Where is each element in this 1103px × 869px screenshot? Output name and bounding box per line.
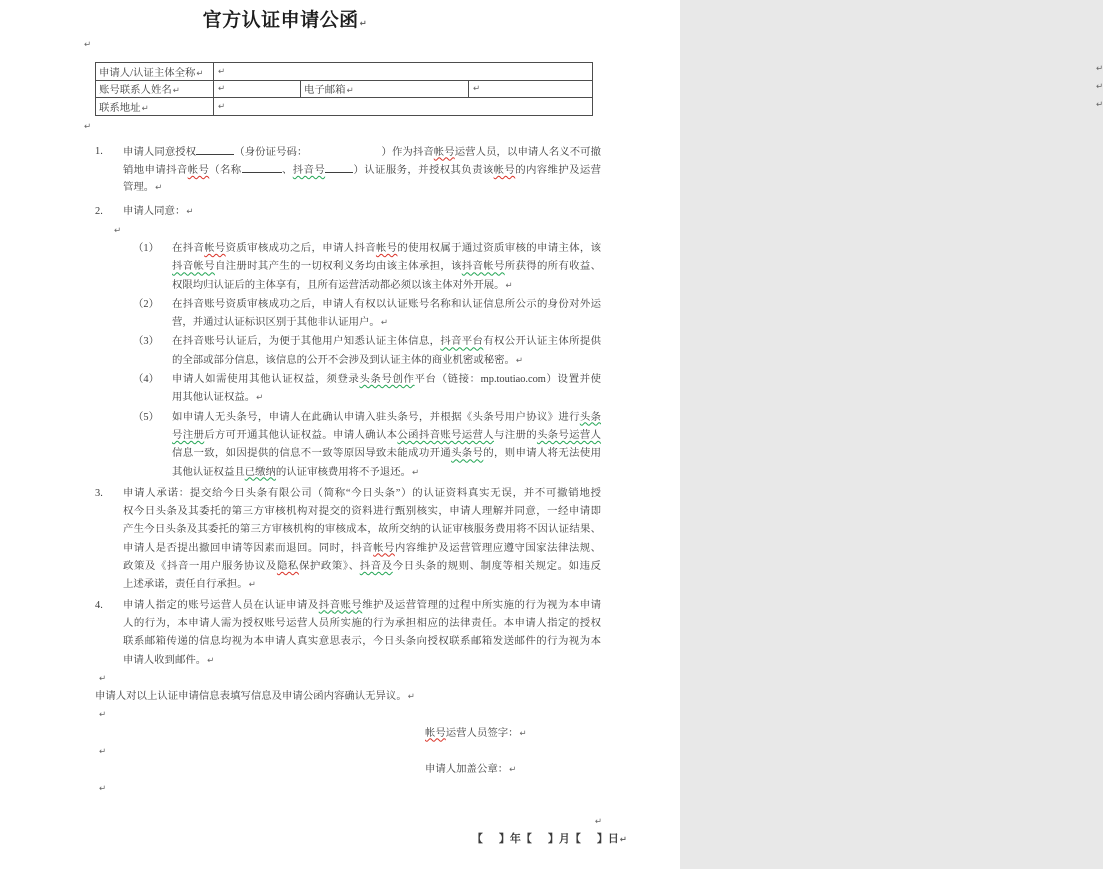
pilcrow-mark: ↵	[509, 765, 517, 776]
pilcrow-mark: ↵	[196, 68, 204, 79]
paragraph-line	[123, 558, 601, 576]
paragraph-line	[123, 633, 601, 651]
text-run: 【	[471, 832, 483, 845]
list-number: （4）	[133, 374, 159, 386]
spellcheck-green-text: 抖音及	[359, 561, 393, 573]
title-row	[0, 0, 625, 29]
text-run: 后方可开通其他认证权益。申请人确认本	[204, 429, 398, 441]
text-run: 权今日头条及其委托的第三方审核机构对提交的资料进行甄别核实，申请人理解并同意，一经申请即	[123, 506, 601, 518]
text-run: 申请人指定的账号运营人员在认证申请及	[123, 599, 319, 611]
pilcrow-mark: ↵	[155, 183, 163, 194]
subclause-4	[133, 371, 601, 408]
subclause-1-text	[172, 240, 601, 295]
clause-2-text	[114, 203, 602, 482]
text-run: 人的行为，本申请人需为授权账号运营人员所实施的行为承担相应的法律责任。本申请人指定的授权	[123, 617, 601, 629]
pilcrow-mark: ↵	[1096, 64, 1103, 74]
text-run: 产生今日头条及其委托的第三方审核机构的审核成本，故所交纳的认证审核服务费用将不因认证结果、	[123, 524, 601, 536]
paragraph-line	[123, 597, 601, 615]
spellcheck-red-text: 帐号	[493, 164, 516, 176]
field-applicant-fullname	[214, 63, 593, 81]
label-email	[301, 80, 469, 98]
text-run: 电子邮箱	[304, 85, 346, 97]
spellcheck-green-text: 抖音帐号	[461, 261, 505, 273]
text-run: 上述承诺，责任自行承担。	[123, 579, 248, 591]
text-run: 申请人收到邮件。	[123, 654, 207, 666]
spellcheck-green-text: 抖音账号	[318, 599, 363, 611]
list-number: 3.	[95, 487, 103, 499]
text-run: 】日	[596, 832, 619, 845]
text-run: 申请人对以上认证申请信息表填写信息及申请公函内容确认无异议。	[95, 691, 407, 703]
subclause-3	[133, 333, 601, 370]
spellcheck-green-text: 抖音号	[292, 164, 326, 176]
text-run: 的使用权属于通过资质审核的申请主体，该	[397, 242, 602, 254]
subclause-2-text	[172, 296, 601, 333]
field-contact-name	[214, 80, 301, 98]
seal-signature-line	[425, 761, 601, 779]
text-run: 用其他认证权益。	[172, 392, 256, 404]
subclause-2	[133, 296, 601, 333]
text-run: 在抖音账号认证后，为便于其他用户知悉认证主体信息，	[172, 336, 441, 348]
pilcrow-mark: ↵	[1096, 82, 1103, 92]
paragraph-line	[123, 503, 601, 521]
pilcrow-mark: ↵	[84, 40, 92, 50]
pilcrow-mark: ↵	[248, 580, 256, 591]
pilcrow-mark: ↵	[473, 84, 481, 95]
pilcrow-mark: ↵	[1096, 100, 1103, 110]
pilcrow-mark: ↵	[346, 86, 354, 97]
pilcrow-mark: ↵	[515, 355, 524, 366]
empty-paragraph	[98, 706, 601, 724]
paragraph-line	[123, 521, 601, 539]
pilcrow-mark: ↵	[84, 121, 92, 132]
text-run: 运营人员签字：	[445, 727, 519, 739]
text-run: 销地申请抖音	[123, 164, 188, 176]
list-number: （1）	[133, 242, 159, 254]
paragraph-line	[123, 615, 601, 633]
text-run: 今日头条的规则、制度等相关规定。如违反	[392, 561, 602, 573]
paragraph-line	[123, 179, 601, 197]
field-contact-address	[214, 98, 593, 116]
title-text	[203, 10, 368, 31]
pilcrow-mark: ↵	[380, 318, 388, 329]
pilcrow-mark: ↵	[619, 834, 627, 845]
subclause-3-text	[172, 333, 601, 370]
pilcrow-mark: ↵	[218, 84, 226, 95]
text-run: 的内容维护及运营	[515, 164, 602, 176]
text-run: 联系地址	[99, 102, 141, 114]
text-run: 自注册时其产生的一切权利义务均由该主体承担，该	[214, 261, 462, 273]
clause-1-text	[123, 143, 601, 198]
text-run: 政策及《抖音一用户服务协议及	[123, 561, 277, 573]
pilcrow-mark: ↵	[207, 655, 215, 666]
text-run: （身份证号码：	[234, 146, 308, 158]
spellcheck-red-text: 帐号	[433, 146, 455, 158]
subclause-4-text	[172, 371, 601, 408]
clause-1	[95, 143, 601, 198]
clause-4	[95, 597, 601, 670]
text-run: 申请人/认证主体全称	[99, 67, 196, 79]
list-number: 1.	[95, 145, 103, 157]
paragraph-line	[172, 258, 601, 276]
text-run: 官方认证申请公函	[202, 10, 359, 31]
applicant-info-table-wrap	[95, 62, 1103, 116]
pilcrow-mark: ↵	[411, 467, 420, 478]
text-run: 所获得的所有收益、	[504, 261, 602, 273]
text-run: 保护政策》、	[298, 561, 360, 573]
text-run: 的认证审核费用将不予退还。	[275, 466, 411, 478]
spellcheck-red-text: 帐号	[425, 727, 446, 739]
subclause-5	[133, 409, 601, 482]
pilcrow-mark: ↵	[519, 728, 527, 739]
paragraph-line	[172, 409, 601, 427]
paragraph-line	[172, 277, 601, 295]
paragraph-line	[123, 485, 601, 503]
space-gap	[532, 841, 548, 842]
table-row-contact	[96, 80, 593, 98]
pilcrow-mark: ↵	[172, 86, 180, 97]
date-line	[95, 830, 627, 848]
pilcrow-mark: ↵	[407, 692, 415, 703]
spellcheck-red-text: 帐号	[187, 164, 210, 176]
page-title	[203, 10, 368, 31]
confirmation-statement	[95, 688, 601, 706]
paragraph-line	[172, 464, 601, 482]
pilcrow-mark: ↵	[99, 710, 107, 721]
space-gap	[307, 154, 381, 155]
empty-paragraph	[98, 780, 601, 798]
pilcrow-mark: ↵	[99, 783, 107, 794]
table-row-fullname	[96, 63, 593, 81]
pilcrow-mark: ↵	[99, 747, 107, 757]
applicant-info-table	[95, 62, 593, 116]
spellcheck-green-text: 头条号运营人	[536, 429, 602, 441]
empty-paragraph	[83, 38, 601, 52]
text-run: 】年【	[498, 832, 532, 845]
paragraph-line	[172, 427, 601, 445]
list-number: （5）	[133, 411, 159, 423]
list-number: （3）	[133, 336, 159, 348]
text-run: 在抖音	[172, 242, 205, 254]
paragraph-line	[172, 314, 601, 332]
empty-paragraph	[98, 670, 601, 688]
text-run: 的，则申请人将无法使用	[483, 448, 602, 460]
text-run: 联系邮箱传递的信息均视为本申请人真实意思表示，今日头条向授权联系邮箱发送邮件的行为视为本	[123, 636, 601, 648]
text-run: 维护及运营管理的过程中所实施的行为视为本申请	[362, 599, 602, 611]
paragraph-line	[172, 445, 601, 463]
empty-paragraph	[113, 222, 601, 240]
text-run: 与注册的	[494, 429, 537, 441]
spacer	[95, 798, 601, 814]
list-number: （2）	[133, 298, 159, 310]
text-run: 申请人承诺：提交给今日头条有限公司（简称“今日头条”）的认证资料真实无误，并不可撤销地授	[123, 487, 601, 499]
paragraph-line	[172, 240, 601, 258]
text-run: ）认证服务，并授权其负责该	[353, 164, 494, 176]
text-run: 管理。	[123, 182, 155, 194]
pilcrow-mark: ↵	[359, 19, 368, 29]
empty-paragraph-right	[95, 814, 602, 830]
spellcheck-red-text: 隐私	[276, 561, 299, 573]
table-row-address	[96, 98, 593, 116]
paragraph-line	[123, 161, 601, 179]
paragraph-line	[172, 371, 601, 389]
spellcheck-red-text: 帐号	[373, 542, 395, 554]
pilcrow-mark: ↵	[594, 816, 602, 827]
spellcheck-green-text: 号注册	[172, 429, 205, 441]
subclause-5-text	[172, 409, 601, 482]
pilcrow-mark: ↵	[218, 101, 226, 112]
spellcheck-green-text: 公函抖音账号运营人	[397, 429, 495, 441]
text-run: 申请人是否提出撤回申请等因素而退回。同时，抖音	[123, 542, 374, 554]
document-body	[84, 38, 1103, 848]
operator-signature-line	[425, 725, 601, 743]
clause-2-heading	[123, 203, 601, 221]
text-run: 】月【	[547, 832, 581, 845]
text-run: 资质审核成功之后，申请人抖音	[225, 242, 376, 254]
paragraph-line	[123, 143, 601, 161]
text-run: 内容维护及运营管理应遵守国家法律法规、	[394, 542, 602, 554]
text-run: 申请人同意：	[123, 206, 186, 218]
blank-fill-field	[325, 161, 353, 173]
spellcheck-green-text: 头条号创作	[359, 374, 415, 386]
paragraph-line	[172, 333, 601, 351]
text-run: 申请人同意授权	[123, 146, 197, 158]
pilcrow-mark: ↵	[505, 280, 513, 291]
label-contact-name	[96, 80, 214, 98]
clause-3-text	[123, 485, 601, 595]
spellcheck-green-text: 头条	[579, 411, 601, 423]
empty-paragraph	[83, 120, 601, 134]
pilcrow-mark: ↵	[114, 225, 122, 236]
clause-4-text	[123, 597, 601, 670]
pilcrow-mark: ↵	[218, 66, 226, 77]
text-run: 申请人如需使用其他认证权益，须登录	[172, 374, 360, 386]
blank-fill-field	[242, 161, 282, 173]
text-run: （名称	[209, 164, 242, 176]
paragraph-line	[123, 540, 601, 558]
spellcheck-green-text: 抖音平台	[440, 336, 484, 348]
clause-3	[95, 485, 601, 595]
list-number: 2.	[95, 206, 103, 218]
clause-2	[95, 203, 601, 482]
text-run: ）作为抖音	[381, 146, 434, 158]
list-number: 4.	[95, 599, 103, 611]
text-run: 平台（链接：mp.toutiao.com）设置并使	[414, 374, 602, 386]
label-applicant-fullname	[96, 63, 214, 81]
subclause-1	[133, 240, 601, 295]
blank-fill-field	[196, 143, 234, 155]
text-run: 如申请人无头条号，申请人在此确认申请入驻头条号，并根据《头条号用户协议》进行	[172, 411, 580, 423]
paragraph-line	[123, 576, 601, 594]
text-run: 信息一致，如因提供的信息不一致等原因导致未能成功开通	[172, 448, 452, 460]
spellcheck-green-text: 抖音帐号	[172, 261, 215, 273]
pilcrow-mark: ↵	[256, 393, 264, 404]
text-run: 营，并通过认证标识区别于其他非认证用户。	[172, 317, 380, 329]
spellcheck-green-text: 已缴纳	[244, 466, 276, 478]
paragraph-line	[172, 296, 601, 314]
space-gap	[483, 841, 499, 842]
text-run: 权限均归认证后的主体享有，且所有运营活动都必须以该主体对外开展。	[172, 279, 505, 291]
text-run: 的全部或部分信息，该信息的公开不会涉及到认证主体的商业机密或秘密。	[172, 354, 515, 366]
text-run: 有权公开认证主体所提供	[483, 336, 602, 348]
pilcrow-mark: ↵	[141, 103, 149, 114]
pilcrow-mark: ↵	[186, 207, 194, 218]
spellcheck-red-text: 帐号	[204, 242, 226, 254]
spellcheck-red-text: 帐号	[375, 242, 398, 254]
text-run: 申请人加盖公章：	[425, 764, 509, 776]
paragraph-line	[123, 652, 601, 670]
empty-paragraph	[98, 743, 601, 761]
spellcheck-green-text: 头条号	[451, 448, 484, 460]
paragraph-line	[172, 389, 601, 407]
paragraph-line	[172, 352, 601, 370]
text-run: 在抖音账号资质审核成功之后，申请人有权以认证账号名称和认证信息所公示的身份对外运	[172, 298, 601, 310]
pilcrow-mark: ↵	[99, 673, 107, 684]
text-run: 账号联系人姓名	[99, 85, 172, 97]
space-gap	[581, 841, 597, 842]
text-run: 运营人员，以申请人名义不可撤	[454, 146, 602, 158]
text-run: 、	[281, 164, 293, 176]
text-run: 其他认证权益且	[172, 466, 245, 478]
label-contact-address	[96, 98, 214, 116]
field-email	[469, 80, 593, 98]
clause-list	[95, 143, 601, 670]
